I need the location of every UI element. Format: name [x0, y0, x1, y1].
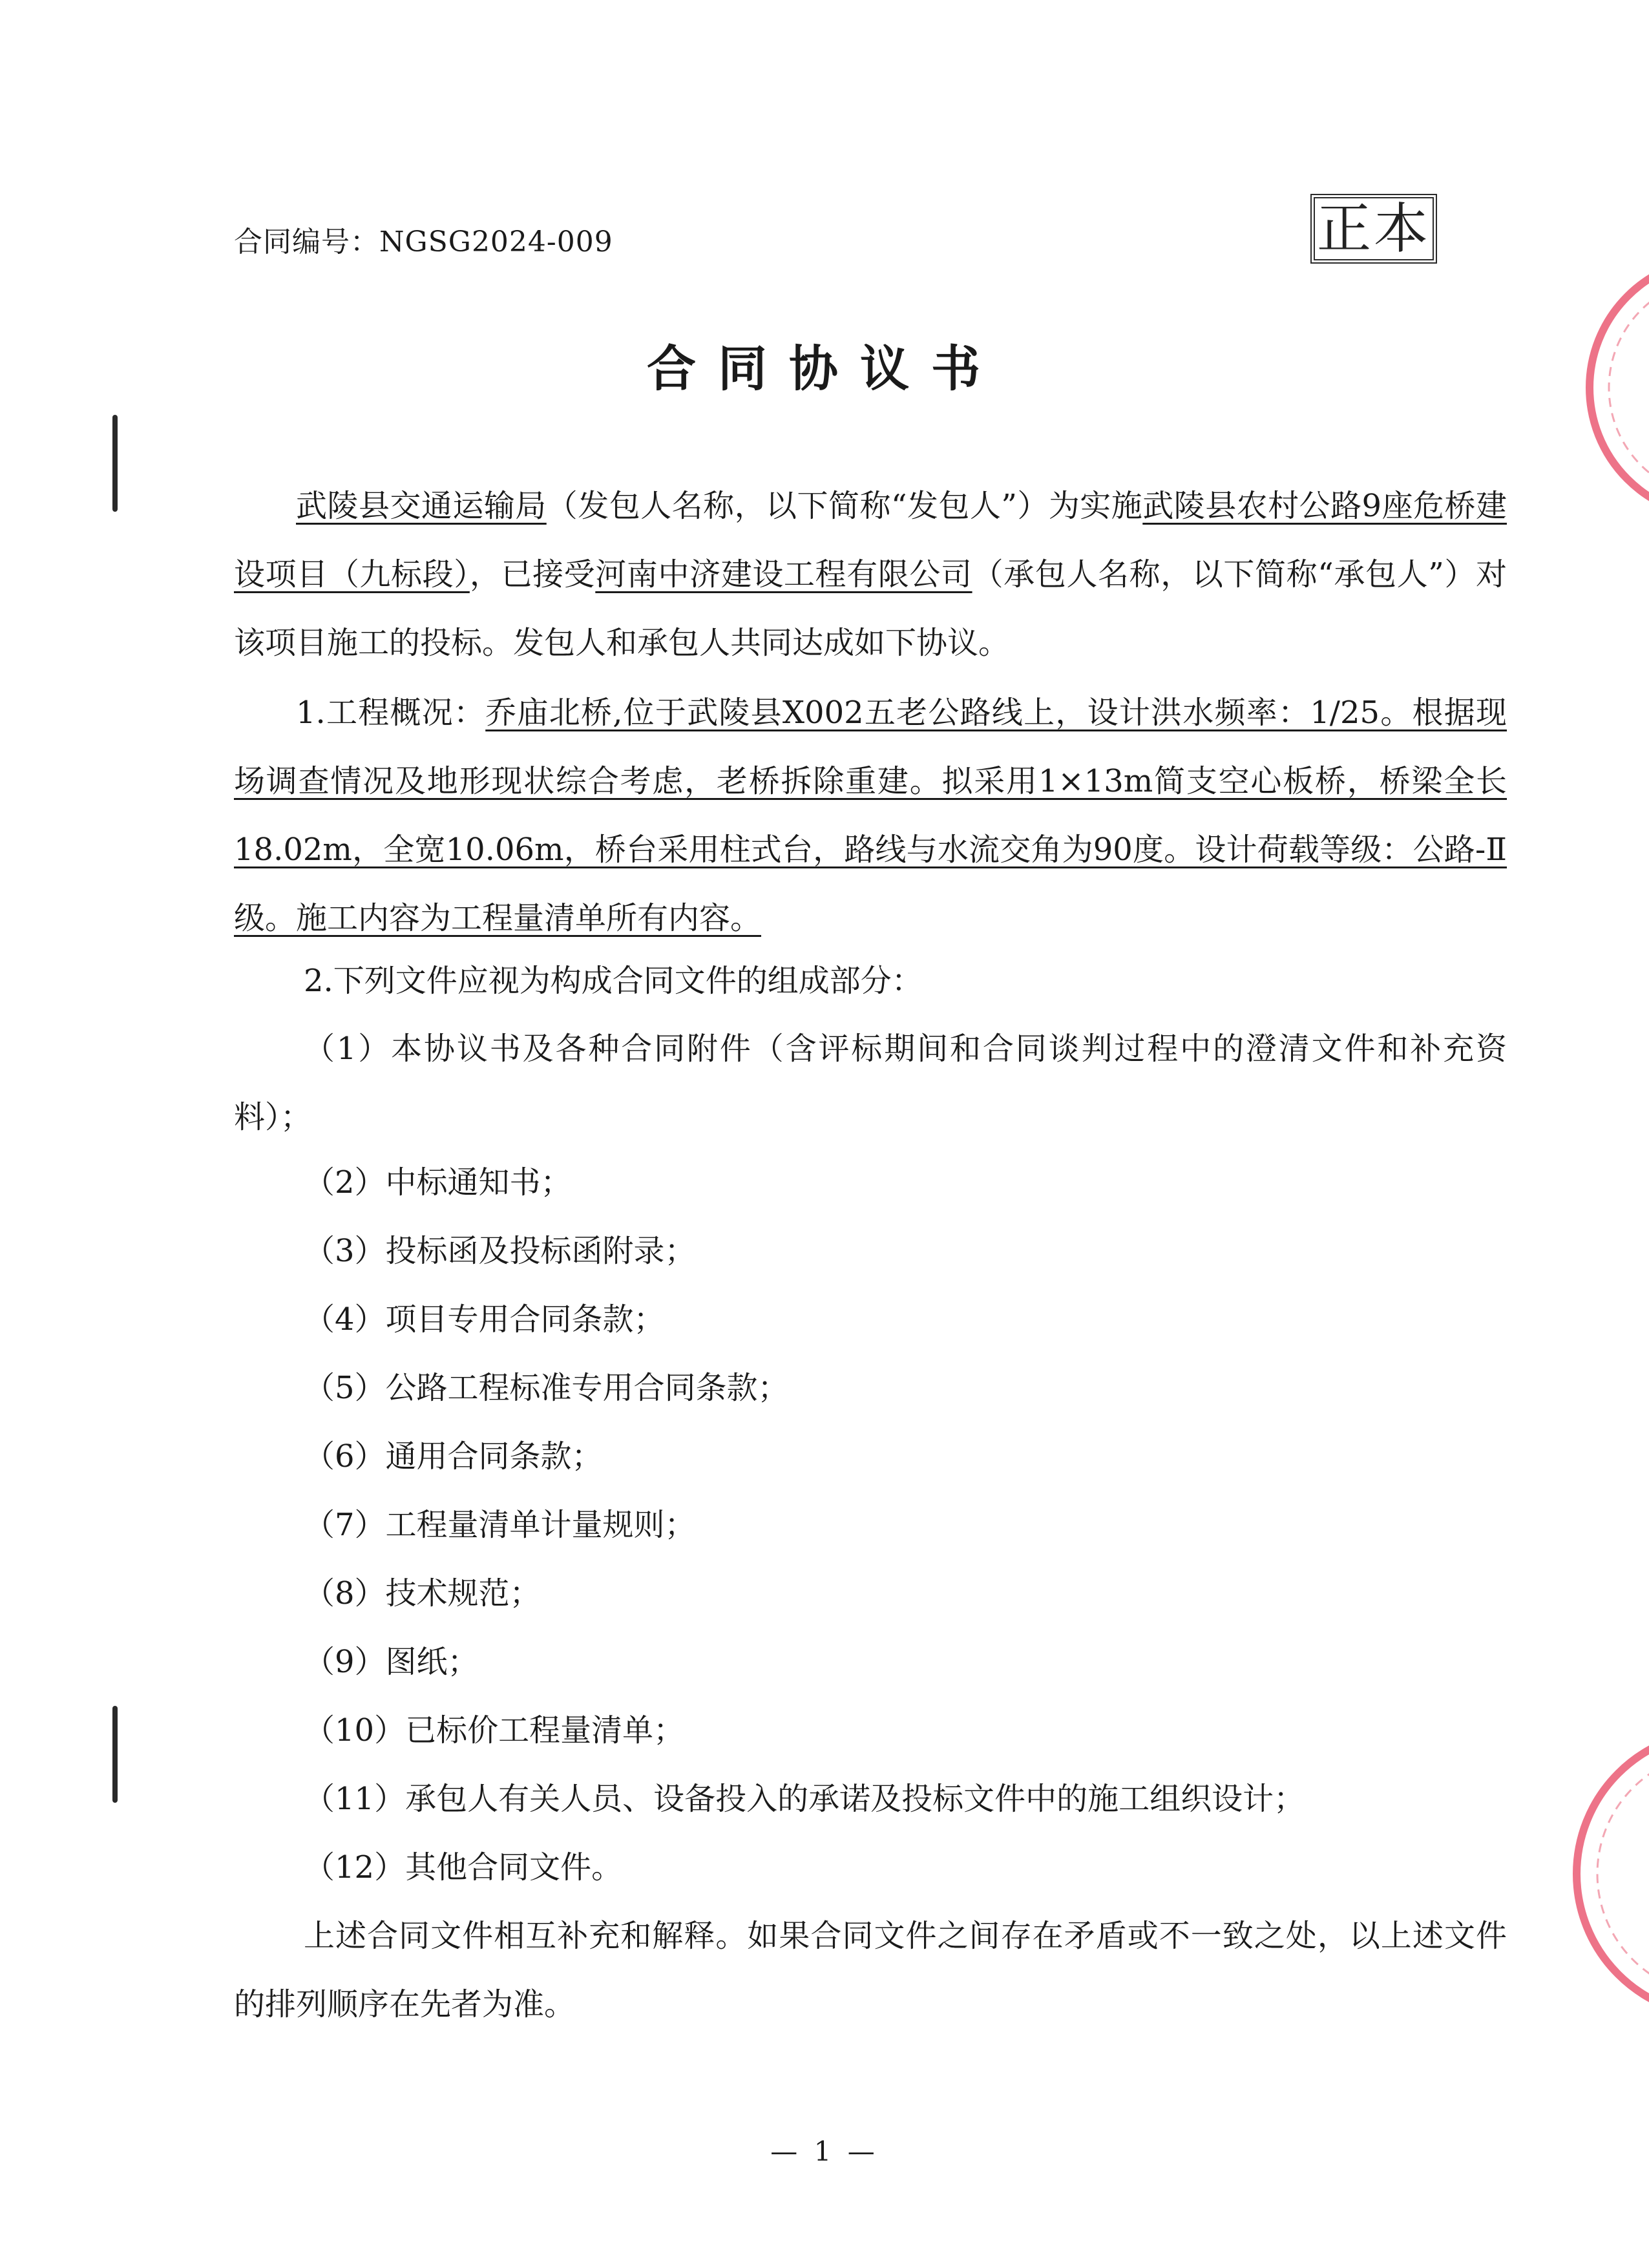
binding-mark-bottom: [112, 1706, 118, 1803]
clause-2-heading: 2.下列文件应视为构成合同文件的组成部分：: [304, 963, 923, 999]
intro-text-2: ，已接受: [469, 556, 596, 593]
page-number: — 1 —: [770, 2136, 879, 2167]
doc-list-item-2: （2）中标通知书；: [304, 1164, 572, 1201]
doc-list-item-12: （12）其他合同文件。: [304, 1849, 623, 1885]
doc-list-item-11: （11）承包人有关人员、设备投入的承诺及投标文件中的施工组织设计；: [304, 1781, 1305, 1817]
original-copy-stamp: 正本: [1310, 194, 1437, 264]
contract-number: 合同编号：NGSG2024-009: [234, 226, 613, 258]
doc-list-item-6: （6）通用合同条款；: [304, 1438, 603, 1475]
document-title: 合同协议书: [647, 340, 1002, 397]
intro-paragraph: [234, 472, 1507, 677]
doc-list-item-8: （8）技术规范；: [304, 1575, 541, 1612]
clause-1-paragraph: [234, 678, 1507, 952]
doc-list-item-4: （4）项目专用合同条款；: [304, 1301, 665, 1338]
binding-mark-top: [112, 415, 118, 512]
doc-list-item-3: （3）投标函及投标函附录；: [304, 1233, 696, 1269]
doc-list-item-5: （5）公路工程标准专用合同条款；: [304, 1370, 789, 1406]
project-name: 武陵县农村公路9座危桥建设项目（九标段）: [234, 488, 1507, 593]
clause-1-text: 乔庙北桥,位于武陵县X002五老公路线上，设计洪水频率：1/25。根据现场调查情况及地形现状综合考虑，老桥拆除重建。拟采用1×13m简支空心板桥，桥梁全长18.02m，全宽10.06m，桥台采用柱式台，路线与水流交角为90度。设计荷载等级：公路-Ⅱ级。施工内容为工程量清单所有内容。: [234, 695, 1507, 936]
contractor-name: 河南中济建设工程有限公司: [595, 556, 972, 593]
closing-paragraph: 上述合同文件相互补充和解释。如果合同文件之间存在矛盾或不一致之处，以上述文件的排列顺序在先者为准。: [234, 1918, 1507, 2022]
intro-text-1: （发包人名称，以下简称“发包人”）为实施: [546, 488, 1143, 524]
doc-list-item-9: （9）图纸；: [304, 1644, 479, 1680]
clause-1-label: 1.工程概况：: [296, 695, 486, 731]
doc-list-item-7: （7）工程量清单计量规则；: [304, 1507, 696, 1543]
intro-text-3: （承包人名称，以下简称“承包人”）对该项目施工的投标。发包人和承包人共同达成如下协议。: [234, 556, 1507, 661]
employer-name: 武陵县交通运输局: [296, 488, 547, 524]
red-seal-bottom: [1564, 1719, 1649, 2029]
doc-list-item-10: （10）已标价工程量清单；: [304, 1712, 685, 1748]
doc-list-item-1: （1）本协议书及各种合同附件（含评标期间和合同谈判过程中的澄清文件和补充资料）；: [234, 1031, 1507, 1135]
